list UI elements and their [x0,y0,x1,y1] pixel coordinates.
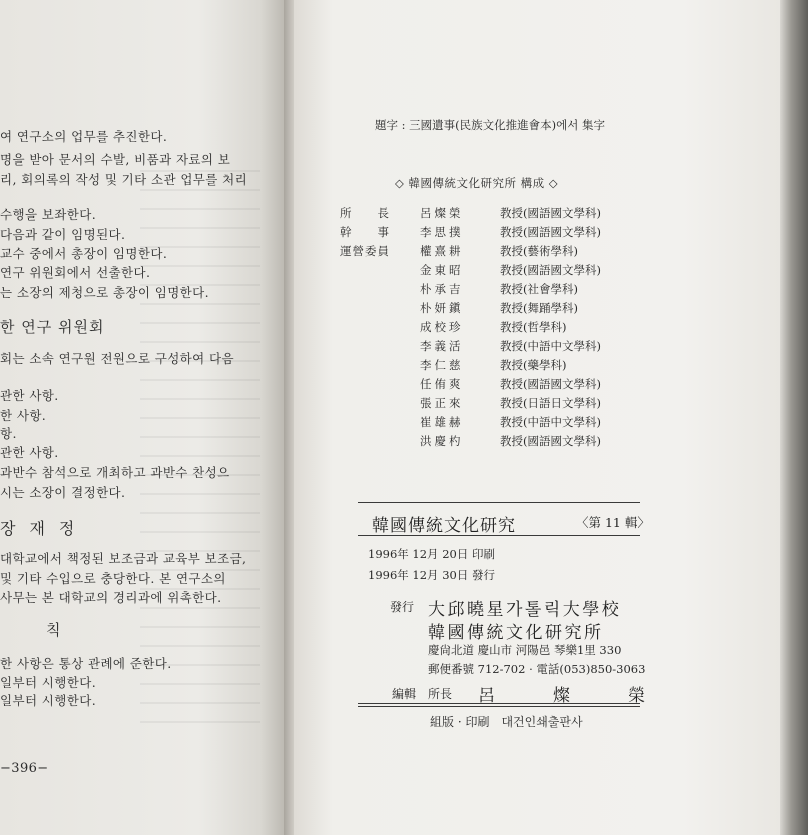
staff-position: 教授(國語國文學科) [500,263,601,277]
staff-name: 李義活 [420,339,464,353]
staff-role: 運營委員 [340,244,390,258]
left-text-line: 한 연구 위원회 [0,318,105,336]
left-text-line: 회는 소속 연구원 전원으로 구성하여 다음 [0,351,234,366]
left-text-line: 과반수 참석으로 개최하고 과반수 찬성으 [0,465,230,480]
publisher-address: 慶尙北道 慶山市 河陽邑 琴樂1里 330 [428,643,622,657]
left-text-line: 관한 사항. [0,445,59,460]
staff-name: 任侑爽 [420,377,464,391]
staff-name: 呂燦榮 [420,206,464,220]
left-text-line: 장재정 [0,519,89,538]
staff-position: 教授(舞踊學科) [500,301,578,315]
page-number: −396− [0,761,49,776]
staff-row [340,205,601,221]
left-text-line: 명을 받아 문서의 수발, 비품과 자료의 보 [0,152,231,167]
colophon-bottom-rule [358,703,640,704]
printed-date: 1996年 12月 20日 印刷 [368,547,495,561]
postal-phone: 郵便番號 712-702 · 電話(053)850-3063 [428,662,646,676]
book-spine [284,0,294,835]
staff-position: 教授(藝術學科) [500,244,578,258]
staff-name: 朴妍鎭 [420,301,464,315]
staff-row [340,414,601,430]
left-text-line: 한 사항. [0,408,47,423]
staff-position: 教授(社會學科) [500,282,578,296]
left-text-line: 는 소장의 제청으로 총장이 임명한다. [0,285,209,300]
institute-heading: ◇ 韓國傳統文化研究所 構成 ◇ [395,176,559,190]
staff-name: 洪慶杓 [420,434,464,448]
staff-row [340,262,601,278]
staff-role: 所 長 [340,206,390,220]
left-text-line: 교수 중에서 총장이 임명한다. [0,246,168,261]
printing-company: 組版 · 印刷 대건인쇄출판사 [430,715,583,729]
staff-name: 金東昭 [420,263,464,277]
page-edge [780,0,808,835]
left-text-line: 여 연구소의 업무를 추진한다. [0,129,168,144]
staff-name: 李仁慈 [420,358,464,372]
colophon-top-rule [358,502,640,503]
left-text-line: 칙 [46,621,62,639]
calligraphy-credit: 題字 : 三國遺事(民族文化推進會本)에서 集字 [375,118,606,132]
staff-row [340,300,578,316]
staff-row [340,433,601,449]
staff-name: 成校珍 [420,320,464,334]
staff-name: 張正來 [420,396,464,410]
staff-position: 教授(哲學科) [500,320,567,334]
staff-position: 教授(國語國文學科) [500,377,601,391]
publisher-label: 發行 [390,600,415,614]
left-text-line: 한 사항은 통상 관례에 준한다. [0,656,172,671]
staff-position: 教授(國語國文學科) [500,434,601,448]
left-text-line: 관한 사항. [0,388,59,403]
staff-row [340,395,601,411]
issue-number: 〈第 11 輯〉 [576,515,650,530]
staff-row [340,376,601,392]
staff-row [340,281,578,297]
staff-row [340,338,601,354]
staff-position: 教授(中語中文學科) [500,339,601,353]
journal-title: 韓國傳統文化研究 [372,516,516,536]
left-page [0,0,284,835]
staff-name: 朴承吉 [420,282,464,296]
left-text-line: 및 기타 수입으로 충당한다. 본 연구소의 [0,571,226,586]
staff-name: 權熹耕 [420,244,464,258]
left-text-line: 일부터 시행한다. [0,675,97,690]
staff-role: 幹 事 [340,225,390,239]
staff-position: 教授(日語日文學科) [500,396,601,410]
left-text-line: 시는 소장이 결정한다. [0,485,126,500]
colophon-bottom-rule-2 [358,706,640,707]
staff-position: 教授(藥學科) [500,358,567,372]
staff-row [340,224,601,240]
staff-row [340,243,578,259]
left-text-line: 연구 위원회에서 선출한다. [0,265,151,280]
left-text-line: 리, 회의록의 작성 및 기타 소관 업무를 처리 [0,172,248,187]
publisher-university: 大邱曉星가톨릭大學校 [428,600,622,620]
staff-position: 教授(國語國文學科) [500,206,601,220]
left-text-line: 다음과 같이 임명된다. [0,227,126,242]
editor-name: 呂燦榮 [478,686,703,706]
editor-label: 編輯 所長 [392,687,453,701]
staff-row [340,319,566,335]
staff-position: 教授(國語國文學科) [500,225,601,239]
left-text-line: 수행을 보좌한다. [0,207,97,222]
publisher-institute: 韓國傳統文化研究所 [428,623,604,643]
left-text-line: 사무는 본 대학교의 경리과에 위촉한다. [0,590,222,605]
staff-name: 李思撲 [420,225,464,239]
staff-position: 教授(中語中文學科) [500,415,601,429]
left-text-line: 항. [0,426,17,441]
published-date: 1996年 12月 30日 發行 [368,568,495,582]
left-text-line: 대학교에서 책정된 보조금과 교육부 보조금, [0,551,247,566]
left-text-line: 일부터 시행한다. [0,693,97,708]
staff-name: 崔雄赫 [420,415,464,429]
staff-row [340,357,566,373]
colophon-mid-rule [358,535,640,536]
